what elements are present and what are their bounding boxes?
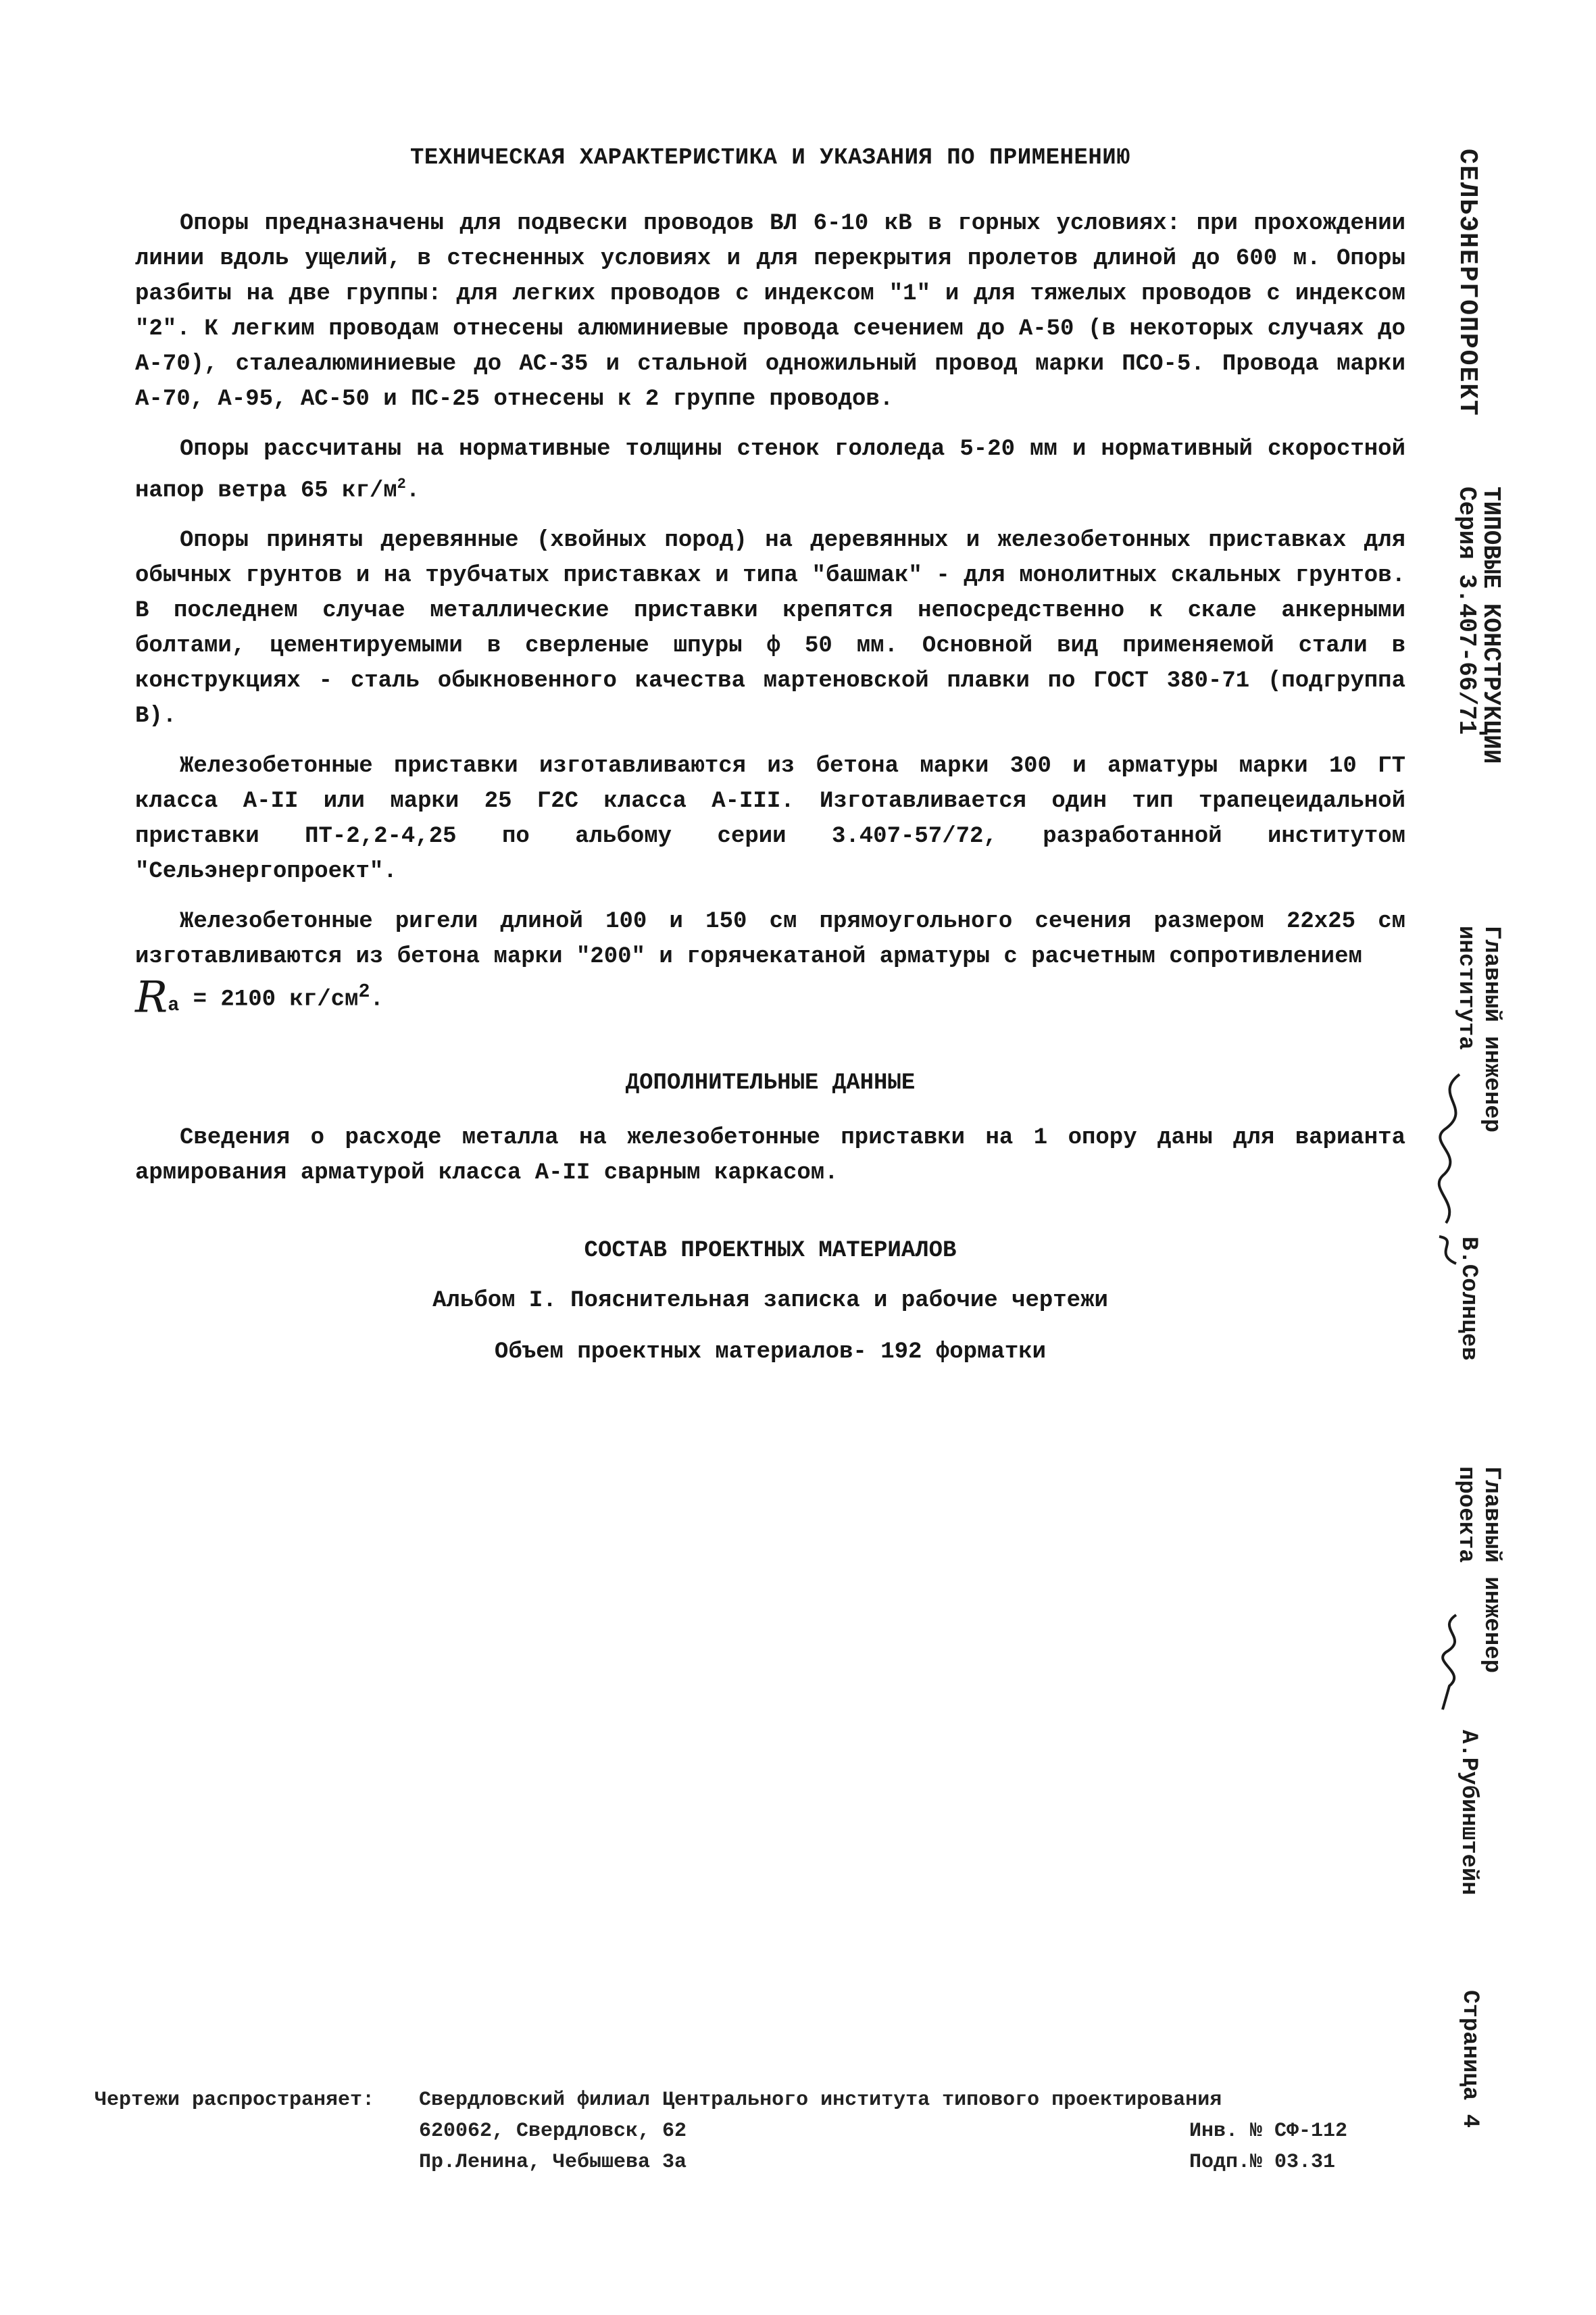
paragraph-2-text: Опоры рассчитаны на нормативные толщины стенок гололеда 5-20 мм и нормативный скоростной напор ветра 65 кг/м [135, 437, 1405, 504]
chief-engineer-project-line-1: Главный инженер [1478, 1466, 1504, 1674]
chief-engineer-institute-line-2: института [1453, 926, 1478, 1050]
chief-engineer-project-line-2: проекта [1453, 1466, 1478, 1563]
chief-engineer-project-name: А.Рубинштейн [1455, 1730, 1481, 1895]
chief-engineer-institute-name: В.Солнцев [1455, 1237, 1481, 1361]
footer-row-1 [95, 2085, 1392, 2116]
formula-sup: 2 [358, 980, 370, 1003]
paragraph-3: Опоры приняты деревянные (хвойных пород) на деревянных и железобетонных приставках для обычных грунтов и на трубчатых приставках и типа "башмак" - для монолитных скальных грунтов. В последнем случае металлические приставки крепятся непосредственно к скале анкерными болтами, цементируемыми в сверленые шпуры ф 50 мм. Основной вид применяемой стали в конструкциях - сталь обыкновенного качества мартеновской плавки по ГОСТ 380-71 (подгруппа В). [135, 528, 1405, 730]
volume-line: Объем проектных материалов- 192 форматки [494, 1339, 1047, 1366]
footer-inventory: Инв. № СФ-112 [1189, 2120, 1348, 2143]
additional-text: Сведения о расходе металла на железобетонные приставки на 1 опору даны для варианта армирования арматурой класса А-II сварным каркасом. [135, 1125, 1405, 1187]
footer-order: Подп.№ 03.31 [1189, 2151, 1336, 2174]
signature-chief-engineer-project [1422, 1608, 1483, 1716]
formula-end: . [370, 987, 384, 1013]
footer-line-2: 620062, Свердловск, 62 [419, 2120, 687, 2143]
formula-line [135, 974, 1405, 1023]
album-line: Альбом I. Пояснительная записка и рабочие чертежи [432, 1288, 1108, 1314]
composition-title: СОСТАВ ПРОЕКТНЫХ МАТЕРИАЛОВ [584, 1238, 957, 1264]
additional-title: ДОПОЛНИТЕЛЬНЫЕ ДАННЫЕ [625, 1070, 916, 1097]
footer-row-2 [95, 2116, 1392, 2147]
paragraph-5: Железобетонные ригели длиной 100 и 150 см прямоугольного сечения размером 22х25 см изготавливаются из бетона марки "200" и горячекатаной арматуры с расчетным сопротивлением [135, 909, 1405, 970]
page-number: Страница 4 [1457, 1990, 1482, 2129]
distribution-footer [95, 2085, 1392, 2178]
footer-label: Чертежи распространяет: [95, 2089, 375, 2112]
footer-row-3 [95, 2147, 1392, 2178]
paragraph-2-end: . [405, 478, 420, 504]
formula-value: = 2100 кг/см [193, 987, 359, 1013]
paragraph-4: Железобетонные приставки изготавливаются из бетона марки 300 и арматуры марки 10 ГТ класса А-II или марки 25 Г2С класса А-III. Изготавливается один тип трапецеидальной приставки ПТ-2,2-4,25 по альбому серии 3.407-57/72, разработанной институтом "Сельэнергопроект". [135, 753, 1405, 885]
footer-line-3: Пр.Ленина, Чебышева 3а [419, 2151, 687, 2174]
paragraph-1: Опоры предназначены для подвески проводов ВЛ 6-10 кВ в горных условиях: при прохождении линии вдоль ущелий, в стесненных условиях и для перекрытия пролетов длиной до 600 м. Опоры разбиты на две группы: для легких проводов с индексом "1" и для тяжелых проводов с индексом "2". К легким проводам отнесены алюминиевые провода сечением до А-50 (в некоторых случаях до А-70), сталеалюминиевые до АС-35 и стальной одножильный провод марки ПСО-5. Провода марки А-70, А-95, АС-50 и ПС-25 отнесены к 2 группе проводов. [135, 211, 1405, 412]
paragraph-2 [135, 432, 1405, 508]
main-text [135, 145, 1405, 1391]
series-line-1: ТИПОВЫЕ КОНСТРУКЦИИ [1477, 487, 1505, 764]
series-line-2: Серия 3.407-66/71 [1453, 487, 1480, 735]
chief-engineer-institute-line-1: Главный инженер [1478, 926, 1504, 1133]
organization-name: СЕЛЬЭНЕРГОПРОЕКТ [1453, 149, 1482, 417]
formula-symbol: R [135, 972, 168, 1023]
footer-line-1: Свердловский филиал Центрального института типового проектирования [419, 2089, 1222, 2112]
document-title: ТЕХНИЧЕСКАЯ ХАРАКТЕРИСТИКА И УКАЗАНИЯ ПО ПРИМЕНЕНИЮ [409, 145, 1131, 171]
superscript-2: 2 [397, 476, 406, 493]
formula-subscript: а [168, 994, 180, 1017]
